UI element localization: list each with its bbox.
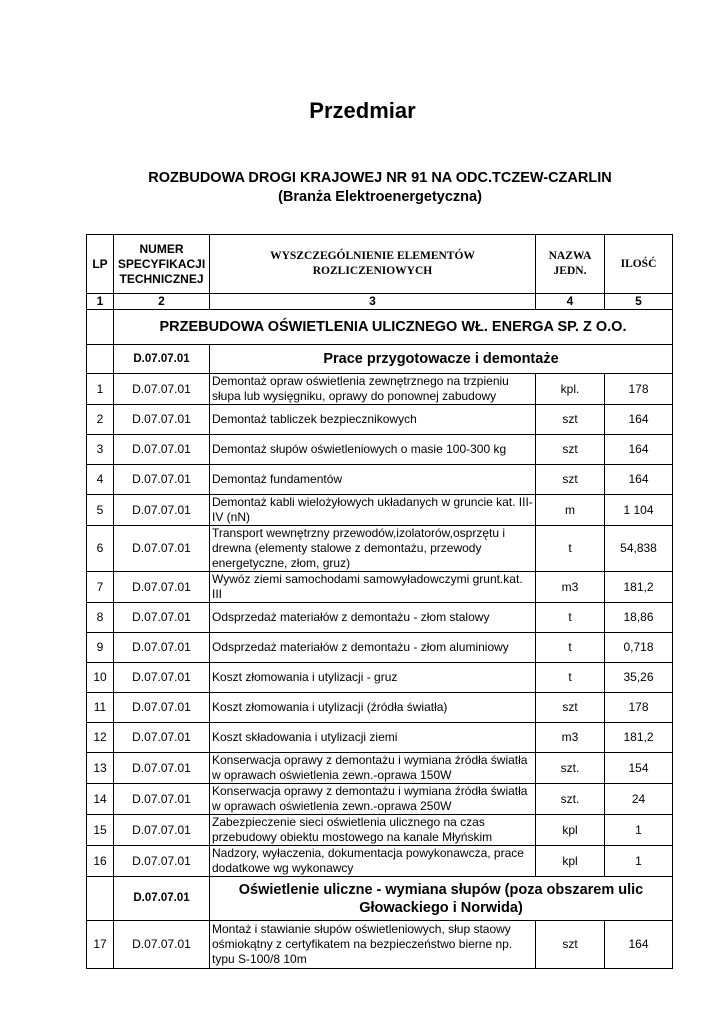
column-number-row — [87, 294, 673, 310]
row-spec: D.07.07.01 — [114, 723, 210, 753]
row-description: Transport wewnętrzny przewodów,izolatorów,osprzętu i drewna (elementy stalowe z demontażu, przewody energetyczne, złom, gruz) — [210, 526, 536, 572]
row-spec: D.07.07.01 — [114, 784, 210, 815]
row-lp: 5 — [87, 495, 114, 526]
row-lp: 10 — [87, 663, 114, 693]
row-quantity: 0,718 — [605, 633, 673, 663]
row-spec: D.07.07.01 — [114, 435, 210, 465]
row-quantity: 164 — [605, 435, 673, 465]
header-spec: NUMER SPECYFIKACJI TECHNICZNEJ — [114, 235, 210, 294]
row-spec: D.07.07.01 — [114, 633, 210, 663]
row-description: Demontaż tabliczek bezpiecznikowych — [210, 405, 536, 435]
row-description: Zabezpieczenie sieci oświetlenia ulicznego na czas przebudowy obiektu mostowego na kanale Młyńskim — [210, 815, 536, 846]
row-quantity: 1 — [605, 846, 673, 877]
row-unit: m — [536, 495, 605, 526]
column-number: 4 — [536, 294, 605, 310]
header-lp: LP — [87, 235, 114, 294]
row-description: Nadzory, wyłaczenia, dokumentacja powykonawcza, prace dodatkowe wg wykonawcy — [210, 846, 536, 877]
row-unit: kpl — [536, 815, 605, 846]
table-row — [87, 784, 673, 815]
row-lp: 11 — [87, 693, 114, 723]
row-unit: szt — [536, 921, 605, 969]
row-quantity: 178 — [605, 693, 673, 723]
header-unit: NAZWA JEDN. — [536, 235, 605, 294]
subsection-code: D.07.07.01 — [114, 345, 210, 374]
section-row — [87, 310, 673, 345]
table-row — [87, 693, 673, 723]
row-spec: D.07.07.01 — [114, 663, 210, 693]
row-description: Koszt złomowania i utylizacji (źródła światła) — [210, 693, 536, 723]
row-description: Koszt składowania i utylizacji ziemi — [210, 723, 536, 753]
table-row — [87, 723, 673, 753]
row-description: Wywóz ziemi samochodami samowyładowczymi grunt.kat. III — [210, 572, 536, 603]
row-quantity: 54,838 — [605, 526, 673, 572]
row-quantity: 18,86 — [605, 603, 673, 633]
row-spec: D.07.07.01 — [114, 693, 210, 723]
row-unit: szt — [536, 405, 605, 435]
row-spec: D.07.07.01 — [114, 921, 210, 969]
row-description: Demontaż słupów oświetleniowych o masie 100-300 kg — [210, 435, 536, 465]
subsection-row — [87, 877, 673, 921]
table-row — [87, 465, 673, 495]
table-row — [87, 633, 673, 663]
table-row — [87, 405, 673, 435]
table-row — [87, 603, 673, 633]
header-row — [87, 235, 673, 294]
row-unit: t — [536, 526, 605, 572]
row-unit: t — [536, 663, 605, 693]
row-description: Demontaż opraw oświetlenia zewnętrznego na trzpieniu słupa lub wysięgniku, oprawy do ponownej zabudowy — [210, 374, 536, 405]
row-unit: szt — [536, 693, 605, 723]
row-lp: 3 — [87, 435, 114, 465]
page-title: Przedmiar — [309, 98, 416, 123]
table-row — [87, 663, 673, 693]
subsection-title: Oświetlenie uliczne - wymiana słupów (poza obszarem ulic Głowackiego i Norwida) — [210, 877, 673, 921]
table-row — [87, 921, 673, 969]
row-quantity: 164 — [605, 921, 673, 969]
row-unit: m3 — [536, 723, 605, 753]
empty-cell — [87, 345, 114, 374]
table-row — [87, 495, 673, 526]
row-spec: D.07.07.01 — [114, 815, 210, 846]
row-unit: m3 — [536, 572, 605, 603]
section-title: PRZEBUDOWA OŚWIETLENIA ULICZNEGO WŁ. ENERGA SP. Z O.O. — [114, 310, 673, 345]
row-unit: t — [536, 633, 605, 663]
row-spec: D.07.07.01 — [114, 753, 210, 784]
row-spec: D.07.07.01 — [114, 465, 210, 495]
row-description: Odsprzedaż materiałów z demontażu - złom stalowy — [210, 603, 536, 633]
row-lp: 4 — [87, 465, 114, 495]
row-quantity: 35,26 — [605, 663, 673, 693]
row-quantity: 181,2 — [605, 723, 673, 753]
row-unit: kpl — [536, 846, 605, 877]
row-lp: 1 — [87, 374, 114, 405]
row-lp: 14 — [87, 784, 114, 815]
row-lp: 15 — [87, 815, 114, 846]
table-row — [87, 815, 673, 846]
row-quantity: 178 — [605, 374, 673, 405]
row-quantity: 164 — [605, 465, 673, 495]
row-quantity: 1 104 — [605, 495, 673, 526]
empty-cell — [87, 877, 114, 921]
table-row — [87, 572, 673, 603]
table-row — [87, 435, 673, 465]
column-number: 1 — [87, 294, 114, 310]
row-lp: 12 — [87, 723, 114, 753]
subsection-code: D.07.07.01 — [114, 877, 210, 921]
row-lp: 16 — [87, 846, 114, 877]
row-quantity: 181,2 — [605, 572, 673, 603]
row-description: Demontaż kabli wielożyłowych układanych w gruncie kat. III-IV (nN) — [210, 495, 536, 526]
row-spec: D.07.07.01 — [114, 374, 210, 405]
row-lp: 7 — [87, 572, 114, 603]
row-lp: 6 — [87, 526, 114, 572]
row-spec: D.07.07.01 — [114, 846, 210, 877]
project-title: ROZBUDOWA DROGI KRAJOWEJ NR 91 NA ODC.TCZEW-CZARLIN — [148, 170, 612, 186]
row-unit: kpl. — [536, 374, 605, 405]
empty-cell — [87, 310, 114, 345]
row-description: Koszt złomowania i utylizacji - gruz — [210, 663, 536, 693]
row-lp: 17 — [87, 921, 114, 969]
row-unit: szt — [536, 435, 605, 465]
row-unit: szt. — [536, 784, 605, 815]
row-description: Konserwacja oprawy z demontażu i wymiana źródła światła w oprawach oświetlenia zewn.-oprawa 250W — [210, 784, 536, 815]
row-unit: szt — [536, 465, 605, 495]
row-spec: D.07.07.01 — [114, 495, 210, 526]
branch-subtitle: (Branża Elektroenergetyczna) — [278, 189, 482, 205]
row-description: Montaż i stawianie słupów oświetleniowych, słup staowy ośmiokątny z certyfikatem na bezpieczeństwo bierne np. typu S-100/8 10m — [210, 921, 536, 969]
estimate-table — [86, 234, 673, 969]
subsection-row — [87, 345, 673, 374]
row-description: Odsprzedaż materiałów z demontażu - złom aluminiowy — [210, 633, 536, 663]
row-spec: D.07.07.01 — [114, 405, 210, 435]
table-row — [87, 526, 673, 572]
table-row — [87, 846, 673, 877]
header-desc: WYSZCZEGÓLNIENIE ELEMENTÓW ROZLICZENIOWYCH — [210, 235, 536, 294]
row-lp: 9 — [87, 633, 114, 663]
header-qty: ILOŚĆ — [605, 235, 673, 294]
row-quantity: 1 — [605, 815, 673, 846]
row-unit: t — [536, 603, 605, 633]
row-lp: 13 — [87, 753, 114, 784]
column-number: 3 — [210, 294, 536, 310]
row-spec: D.07.07.01 — [114, 526, 210, 572]
row-unit: szt. — [536, 753, 605, 784]
row-spec: D.07.07.01 — [114, 603, 210, 633]
column-number: 2 — [114, 294, 210, 310]
row-spec: D.07.07.01 — [114, 572, 210, 603]
row-lp: 2 — [87, 405, 114, 435]
table-row — [87, 374, 673, 405]
table-row — [87, 753, 673, 784]
row-description: Demontaż fundamentów — [210, 465, 536, 495]
row-description: Konserwacja oprawy z demontażu i wymiana źródła światła w oprawach oświetlenia zewn.-oprawa 150W — [210, 753, 536, 784]
row-quantity: 24 — [605, 784, 673, 815]
row-quantity: 164 — [605, 405, 673, 435]
column-number: 5 — [605, 294, 673, 310]
row-lp: 8 — [87, 603, 114, 633]
subsection-title: Prace przygotowacze i demontaże — [210, 345, 673, 374]
row-quantity: 154 — [605, 753, 673, 784]
